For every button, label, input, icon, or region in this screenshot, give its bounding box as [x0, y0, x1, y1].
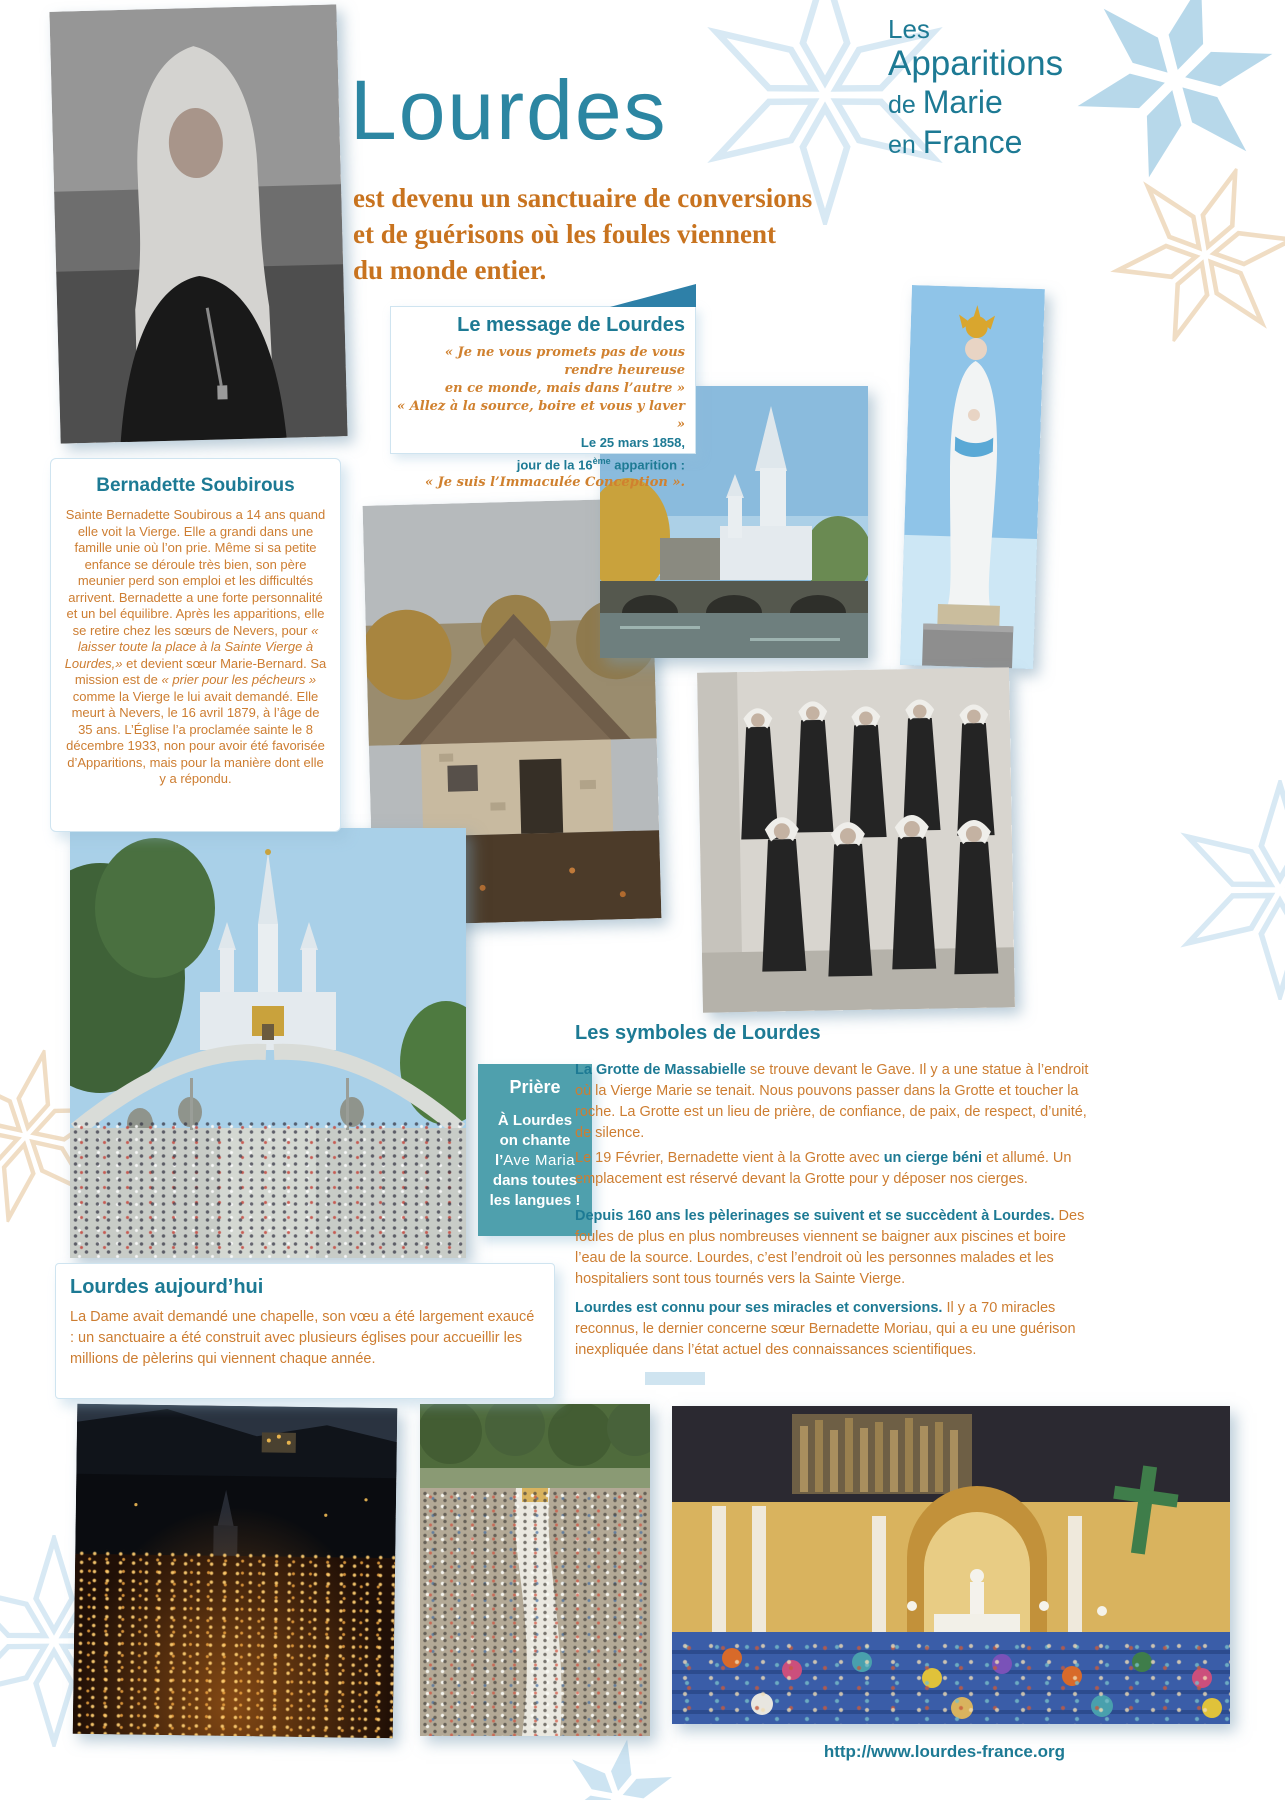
series-logo-line: en France — [888, 124, 1023, 160]
bernadette-biography: Sainte Bernadette Soubirous a 14 ans quand elle voit la Vierge. Elle a grandi dans une famille unie où l’on prie. Même si sa petite enfance se déroule très bien, son père meunier perd son emploi et les difficultés arrivent. Bernadette a une forte personnalité et un bel équilibre. Après les apparitions, elle se retire chez les sœurs de Nevers, pour « laisser toute la place à la Sainte Vierge à Lourdes,» et devient sœur Marie-Bernard. Sa mission est de « prier pour les pécheurs » comme la Vierge le lui avait demandé. Elle meurt à Nevers, le 16 avril 1879, à l’âge de 35 ans. L’Église l’a proclamée sainte le 8 décembre 1933, non pour avoir été favorisée d’Apparitions, mais pour la manière dont elle y a répondu. — [64, 507, 327, 786]
today-card — [55, 1263, 555, 1399]
series-logo-line: Apparitions — [888, 44, 1064, 83]
website-link[interactable]: http://www.lourdes-france.org — [823, 1742, 1065, 1761]
section-heading-today: Lourdes aujourd’hui — [70, 1276, 264, 1298]
photo-candlelight-procession — [73, 1404, 398, 1738]
photo-basilica-interior-mass — [672, 1406, 1230, 1724]
date-line: Le 25 mars 1858, — [580, 435, 685, 450]
prayer-line: les langues ! — [489, 1192, 581, 1209]
intro-line: est devenu un sanctuaire de conversions — [353, 183, 813, 213]
intro-text — [353, 180, 953, 288]
intro-line: et de guérisons où les foules viennent — [353, 219, 777, 249]
quote-line: « Je ne vous promets pas de vous rendre heureuse — [444, 345, 685, 378]
accent-bar — [645, 1372, 705, 1385]
prayer-line: l’Ave Maria — [494, 1152, 576, 1169]
photo-nuns-group — [697, 667, 1015, 1012]
quote-line: « Je suis l’Immaculée Conception ». — [425, 475, 685, 491]
symbols-paragraph: La Grotte de Massabielle se trouve devant le Gave. Il y a une statue à l’endroit où la Vierge Marie se tenait. Nous pouvons passer dans la Grotte et toucher la roche. La Grotte est un lieu de prière, de confiance, de paix, de respect, d’unité, de silence. — [575, 1062, 1089, 1141]
series-logo-line: Les — [888, 14, 930, 44]
bernadette-card — [50, 458, 341, 832]
prayer-line: À Lourdes — [497, 1112, 573, 1129]
today-text: La Dame avait demandé une chapelle, son vœu a été largement exaucé : un sanctuaire a été construit avec plusieurs églises pour accueillir les millions de pèlerins qui viennent chaque année. — [70, 1309, 535, 1367]
snowflake-star-icon — [546, 1726, 687, 1800]
symbols-paragraph: Le 19 Février, Bernadette vient à la Grotte avec un cierge béni et allumé. Un emplacement est réservé devant la Grotte pour y déposer nos cierges. — [575, 1150, 1072, 1187]
section-heading-prayer: Prière — [509, 1077, 561, 1097]
page-title: Lourdes — [350, 63, 668, 157]
prayer-line: on chante — [499, 1132, 571, 1149]
section-heading-bernadette: Bernadette Soubirous — [96, 475, 295, 496]
symbols-paragraph: Lourdes est connu pour ses miracles et conversions. Il y a 70 miracles reconnus, le dernier concerne sœur Bernadette Moriau, qui a eu une guérison inexpliquée dans l’état actuel des connaissances scientifiques. — [575, 1300, 1076, 1358]
series-logo — [888, 14, 1063, 164]
intro-line: du monde entier. — [353, 255, 547, 285]
date-line: jour de la 16ème apparition : — [516, 456, 685, 473]
photo-basilica-esplanade — [70, 828, 466, 1258]
photo-bernadette-portrait — [49, 4, 347, 443]
photo-daytime-procession — [420, 1404, 650, 1736]
section-heading-message: Le message de Lourdes — [457, 314, 685, 336]
prayer-line: dans toutes — [492, 1172, 578, 1189]
series-logo-line: de Marie — [888, 84, 1003, 120]
section-heading-symbols: Les symboles de Lourdes — [575, 1022, 821, 1044]
symbols-paragraph: Depuis 160 ans les pèlerinages se suivent et se succèdent à Lourdes. Des foules de plus en plus nombreuses viennent se baigner aux piscines et boire l’eau de la source. Lourdes, c’est l’endroit où les personnes malades et les hospitaliers sont tous tournés vers la Sainte Vierge. — [575, 1208, 1085, 1287]
quote-line: « Allez à la source, boire et vous y laver » — [397, 399, 685, 432]
snowflake-star-icon — [1170, 780, 1285, 1000]
message-card — [390, 306, 696, 491]
photo-virgin-statue — [900, 285, 1045, 669]
quote-line: en ce monde, mais dans l’autre » — [444, 381, 685, 396]
